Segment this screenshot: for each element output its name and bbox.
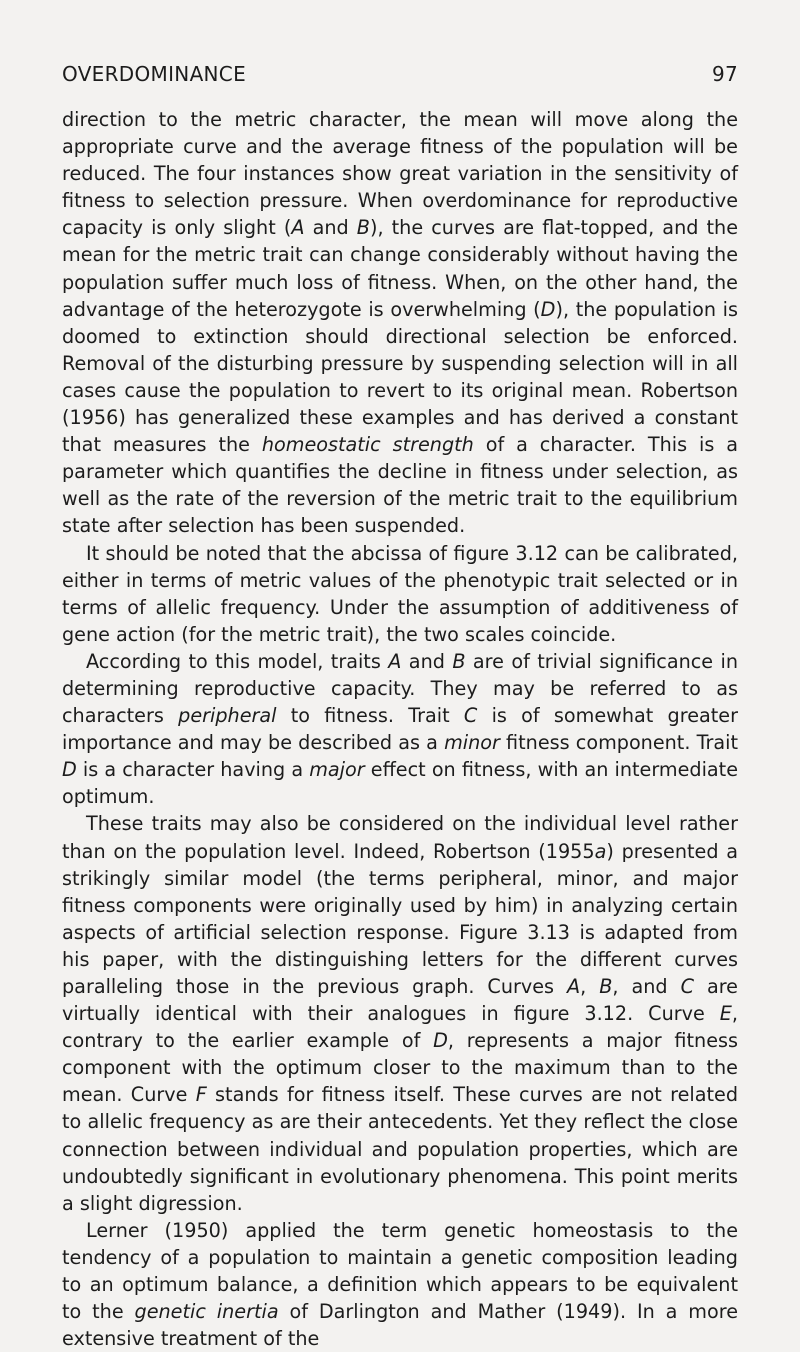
text-run: are virtually identical with their analogues in figure 3.12. Curve bbox=[62, 975, 738, 1026]
running-title: OVERDOMINANCE bbox=[62, 62, 247, 86]
italic-term: B bbox=[599, 975, 613, 998]
italic-term: D bbox=[433, 1029, 448, 1053]
italic-term: A bbox=[567, 975, 581, 998]
italic-term: minor bbox=[444, 731, 500, 755]
text-run: are of trivial significance in determining reproductive capacity. They may be referred to as characters bbox=[62, 649, 739, 728]
text-run: , contrary to the earlier example of bbox=[62, 1002, 738, 1053]
text-run: It should be noted that the abcissa of figure 3.12 can be calibrated, either in terms of metric values of the phenotypic trait selected or in terms of allelic frequency. Under the assumption of additiveness of gene action (for the metric trait), the two scales coincide. bbox=[62, 541, 738, 646]
text-run: , represents a major fitness component with the optimum closer to the maximum than to the mean. Curve bbox=[62, 1029, 738, 1107]
italic-term: major bbox=[309, 758, 365, 782]
text-run: stands for fitness itself. These curves are not related to allelic frequency as are their antecedents. Yet they reflect the close connection between individual and population properties, which are undoubtedly significant in evolutionary phenomena. This point merits a slight digression. bbox=[62, 1083, 738, 1215]
italic-term: F bbox=[195, 1083, 207, 1107]
text-run: of a character. This is a parameter which quantifies the decline in fitness under selection, as well as the rate of the reversion of the metric trait to the equilibrium state after selection has been suspended. bbox=[62, 433, 739, 538]
text-run: and bbox=[401, 649, 453, 673]
italic-term: D bbox=[62, 758, 77, 782]
italic-term: E bbox=[719, 1002, 732, 1026]
italic-term: B bbox=[356, 216, 370, 240]
italic-term: a bbox=[594, 839, 607, 863]
body-text bbox=[62, 106, 738, 1352]
text-run: , and bbox=[612, 975, 681, 998]
italic-term: C bbox=[680, 975, 694, 998]
italic-term: homeostatic strength bbox=[261, 433, 474, 457]
text-run: , bbox=[580, 975, 600, 998]
italic-term: C bbox=[463, 704, 478, 728]
italic-term: peripheral bbox=[178, 704, 277, 728]
paragraph bbox=[62, 648, 738, 811]
text-run: of Darlington and Mather (1949). In a more extensive treatment of the bbox=[62, 1300, 738, 1351]
text-run: ) presented a strikingly similar model (the terms peripheral, minor, and major fitness components were originally used by him) in analyzing certain aspects of artificial selection response. Figure 3.13 is adapted from his paper, with the distinguishing letters for the different curves paralleling those in the previous graph. Curves bbox=[62, 839, 738, 998]
text-run: fitness component. Trait bbox=[499, 731, 738, 755]
text-run: Lerner (1950) applied the term genetic homeostasis to the tendency of a population to maintain a genetic composition leading to an optimum balance, a definition which appears to be equivalent to the bbox=[62, 1218, 738, 1324]
paragraph bbox=[62, 810, 738, 1216]
italic-term: D bbox=[540, 297, 556, 321]
page-number: 97 bbox=[711, 62, 738, 86]
italic-term: A bbox=[388, 649, 402, 673]
text-run: to fitness. Trait bbox=[276, 704, 464, 728]
running-header bbox=[62, 62, 738, 86]
text-run: ), the curves are flat-topped, and the mean for the metric trait can change considerably without having the population suffer much loss of fitness. When, on the other hand, the advantage of the heterozygote is overwhelming ( bbox=[62, 216, 738, 321]
paragraph bbox=[62, 540, 738, 648]
text-run: effect on fitness, with an intermediate optimum. bbox=[62, 758, 738, 809]
text-run: and bbox=[304, 216, 357, 240]
italic-term: B bbox=[452, 649, 466, 673]
text-run: According to this model, traits bbox=[86, 649, 389, 673]
paragraph bbox=[62, 1217, 738, 1352]
text-run: is of somewhat greater importance and may be described as a bbox=[62, 704, 738, 755]
text-run: These traits may also be considered on the individual level rather than on the population level. Indeed, Robertson (1955 bbox=[62, 812, 738, 863]
paragraph bbox=[62, 106, 738, 540]
italic-term: genetic inertia bbox=[134, 1300, 279, 1324]
text-run: direction to the metric character, the mean will move along the appropriate curve and the average fitness of the population will be reduced. The four instances show great variation in the sensitivity of fitness to selection pressure. When overdominance for reproductive capacity is only slight ( bbox=[62, 108, 738, 240]
text-run: is a character having a bbox=[76, 758, 310, 782]
italic-term: A bbox=[291, 216, 305, 240]
text-run: ), the population is doomed to extinction should directional selection be enforced. Removal of the disturbing pressure by suspending selection will in all cases cause the population to revert to its original mean. Robertson (1956) has generalized these examples and has derived a constant that measures the bbox=[62, 297, 738, 457]
